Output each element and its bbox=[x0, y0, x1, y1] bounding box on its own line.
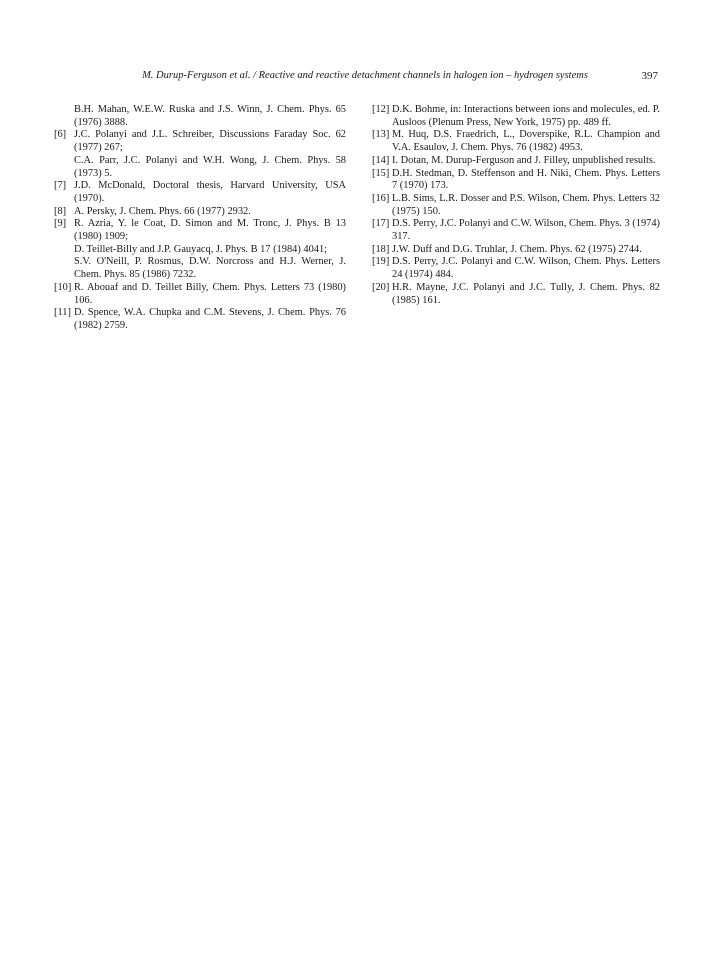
reference-text: D.S. Perry, J.C. Polanyi and C.W. Wilson, Chem. Phys. 3 (1974) 317. bbox=[392, 218, 660, 243]
reference-number: [10] bbox=[54, 281, 72, 293]
reference-item bbox=[54, 129, 346, 180]
reference-item bbox=[372, 256, 660, 281]
reference-number: [19] bbox=[372, 256, 390, 268]
reference-number: [13] bbox=[372, 129, 390, 141]
reference-number: [8] bbox=[54, 205, 67, 217]
reference-number: [14] bbox=[372, 154, 390, 166]
reference-number: [9] bbox=[54, 218, 67, 230]
reference-text: B.H. Mahan, W.E.W. Ruska and J.S. Winn, J. Chem. Phys. 65 (1976) 3888. bbox=[74, 104, 346, 128]
reference-item bbox=[372, 155, 660, 168]
reference-number: [15] bbox=[372, 167, 390, 179]
reference-text: S.V. O'Neill, P. Rosmus, D.W. Norcross and H.J. Werner, J. Chem. Phys. 85 (1986) 7232. bbox=[74, 256, 346, 281]
reference-text: A. Persky, J. Chem. Phys. 66 (1977) 2932. bbox=[74, 205, 251, 217]
reference-text: C.A. Parr, J.C. Polanyi and W.H. Wong, J. Chem. Phys. 58 (1973) 5. bbox=[74, 154, 346, 179]
reference-text: D.S. Perry, J.C. Polanyi and C.W. Wilson, Chem. Phys. Letters 24 (1974) 484. bbox=[392, 256, 660, 281]
reference-text: R. Abouaf and D. Teillet Billy, Chem. Phys. Letters 73 (1980) 106. bbox=[74, 281, 346, 306]
reference-item bbox=[372, 193, 660, 218]
reference-number: [12] bbox=[372, 104, 390, 115]
reference-number: [11] bbox=[54, 307, 71, 319]
reference-text: D.K. Bohme, in: Interactions between ions and molecules, ed. P. Ausloos (Plenum Press, New York, 1975) pp. 489 ff. bbox=[392, 104, 660, 128]
reference-list-right bbox=[372, 104, 660, 307]
reference-item bbox=[372, 129, 660, 154]
reference-item bbox=[372, 244, 660, 257]
reference-item bbox=[54, 180, 346, 205]
reference-item bbox=[372, 104, 660, 129]
reference-item bbox=[54, 282, 346, 307]
reference-number: [18] bbox=[372, 243, 390, 255]
reference-text: D. Spence, W.A. Chupka and C.M. Stevens, J. Chem. Phys. 76 (1982) 2759. bbox=[74, 307, 346, 331]
reference-number: [6] bbox=[54, 129, 67, 141]
reference-text: J.D. McDonald, Doctoral thesis, Harvard University, USA (1970). bbox=[74, 180, 346, 204]
reference-number: [7] bbox=[54, 180, 67, 192]
reference-text: H.R. Mayne, J.C. Polanyi and J.C. Tully, J. Chem. Phys. 82 (1985) 161. bbox=[392, 281, 660, 306]
reference-item bbox=[54, 218, 346, 282]
reference-number: [16] bbox=[372, 192, 390, 204]
reference-text: D.H. Stedman, D. Steffenson and H. Niki, Chem. Phys. Letters 7 (1970) 173. bbox=[392, 167, 660, 192]
reference-item bbox=[372, 282, 660, 307]
reference-text: D. Teillet-Billy and J.P. Gauyacq, J. Phys. B 17 (1984) 4041; bbox=[74, 243, 328, 255]
reference-text: R. Azria, Y. le Coat, D. Simon and M. Tronc, J. Phys. B 13 (1980) 1909; bbox=[74, 218, 346, 243]
page-number: 397 bbox=[641, 70, 658, 82]
reference-item bbox=[54, 206, 346, 219]
reference-number: [20] bbox=[372, 281, 390, 293]
reference-list-left bbox=[54, 104, 346, 333]
running-head: M. Durup-Ferguson et al. / Reactive and reactive detachment channels in halogen ion – hydrogen systems bbox=[142, 70, 588, 81]
reference-text: I. Dotan, M. Durup-Ferguson and J. Filley, unpublished results. bbox=[392, 154, 656, 166]
reference-item bbox=[372, 168, 660, 193]
reference-text: M. Huq, D.S. Fraedrich, L., Doverspike, R.L. Champion and V.A. Esaulov, J. Chem. Phys. 76 (1982) 4953. bbox=[392, 129, 660, 154]
reference-text: J.W. Duff and D.G. Truhlar, J. Chem. Phys. 62 (1975) 2744. bbox=[392, 243, 642, 255]
reference-item bbox=[54, 104, 346, 129]
reference-item bbox=[372, 218, 660, 243]
reference-item bbox=[54, 307, 346, 332]
reference-text: L.B. Sims, L.R. Dosser and P.S. Wilson, Chem. Phys. Letters 32 (1975) 150. bbox=[392, 192, 660, 217]
reference-number: [17] bbox=[372, 218, 390, 230]
reference-text: J.C. Polanyi and J.L. Schreiber, Discussions Faraday Soc. 62 (1977) 267; bbox=[74, 129, 346, 154]
